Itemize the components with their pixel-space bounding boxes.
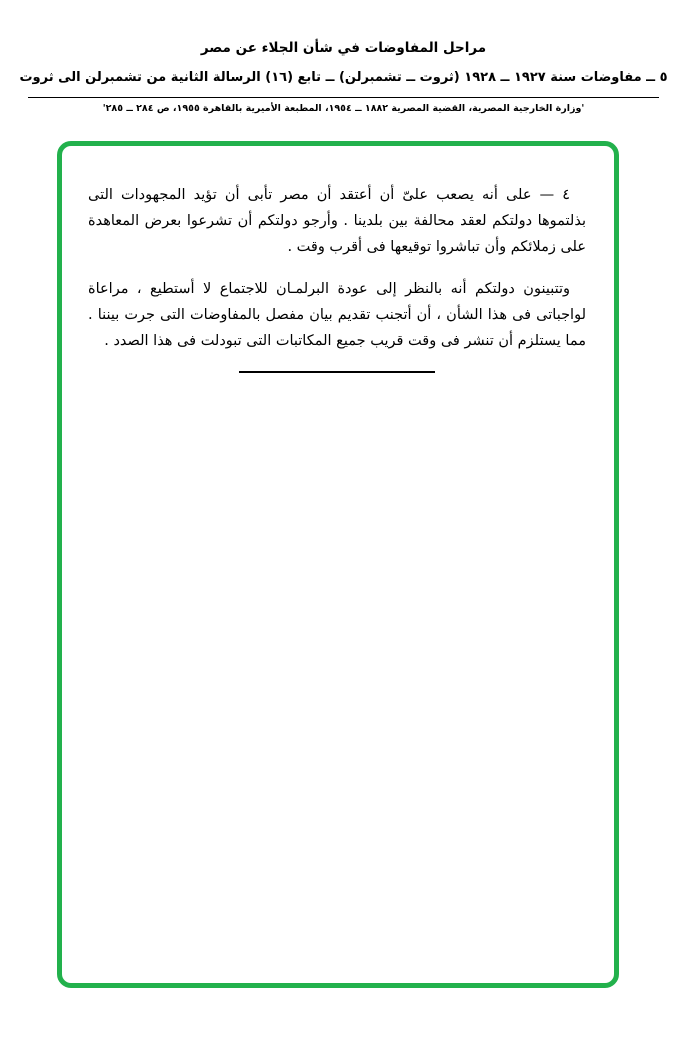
page-subtitle: ٥ ــ مفاوضات سنة ١٩٢٧ ــ ١٩٢٨ (ثروت ــ تشمبرلن) ــ تابع (١٦) الرسالة الثانية من تشمبرلن الى ثروت	[19, 70, 668, 85]
source-citation: 'وزارة الخارجية المصرية، القضية المصرية ١٨٨٢ ــ ١٩٥٤، المطبعة الأميرية بالقاهرة ١٩٥٥، ص ٢٨٤ ــ ٢٨٥'	[102, 103, 585, 114]
letter-paragraph-1: ٤ — على أنه يصعب علىّ أن أعتقد أن مصر تأبى أن تؤيد المجهودات التى بذلتموها دولتكم لعقد محالفة بين بلدينا . وأرجو دولتكم أن تشرعوا بعرض المعاهدة على زملائكم وأن تباشروا توقيعها فى أقرب وقت .	[88, 187, 586, 256]
scanned-letter-text	[88, 182, 586, 373]
page-title: مراحل المفاوضات في شأن الجلاء عن مصر	[200, 40, 487, 56]
letter-paragraph-2: وتتبينون دولتكم أنه بالنظر إلى عودة البرلمـان للاجتماع لا أستطيع ، مراعاة لواجباتى فى هذا الشأن ، أن أتجنب تقديم بيان مفصل بالمفاوضات التى جرت بيننا . مما يستلزم أن تنشر فى وقت قريب جميع المكاتبات التى تبودلت فى هذا الصدد .	[88, 281, 586, 350]
scan-frame	[57, 141, 619, 988]
header-divider	[28, 97, 659, 98]
end-divider	[239, 371, 435, 373]
